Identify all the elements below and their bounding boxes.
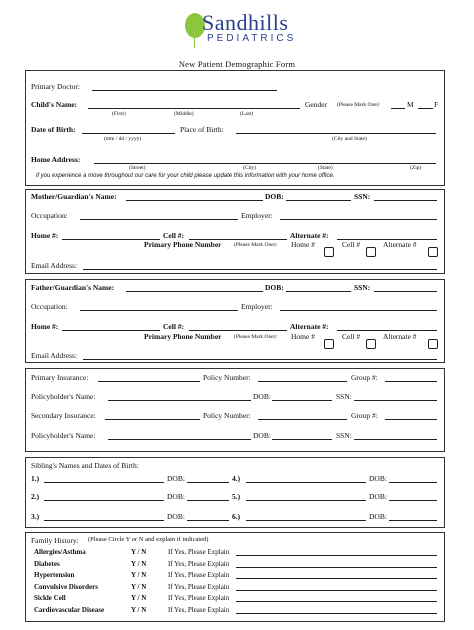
explain-field[interactable] — [236, 578, 437, 579]
condition-label: Allergies/Asthma — [34, 548, 86, 556]
primary-insurance-label: Primary Insurance: — [31, 373, 89, 382]
explain-field[interactable] — [236, 555, 437, 556]
father-home-field[interactable] — [62, 330, 160, 331]
secondary-holder-ssn-field[interactable] — [354, 439, 437, 440]
sibling-2-number: 2.) — [31, 492, 40, 501]
yes-no-choice[interactable]: Y / N — [131, 606, 147, 614]
mother-home-label: Home #: — [31, 231, 59, 240]
sibling-1-dob-label: DOB: — [167, 474, 185, 483]
place-of-birth-label: Place of Birth: — [180, 125, 224, 134]
father-alternate-label: Alternate #: — [290, 322, 329, 331]
gender-f-field[interactable] — [418, 108, 433, 109]
first-caption: (First) — [112, 111, 126, 117]
explain-label: If Yes, Please Explain — [168, 582, 230, 591]
sibling-1-name-field[interactable] — [44, 482, 164, 483]
home-address-field[interactable] — [94, 163, 436, 164]
secondary-insurance-field[interactable] — [105, 419, 200, 420]
father-employer-label: Employer: — [241, 302, 273, 311]
secondary-insurance-label: Secondary Insurance: — [31, 411, 96, 420]
secondary-policyholder-field[interactable] — [108, 439, 251, 440]
family-history-instruction: (Please Circle Y or N and explain if indicated) — [88, 536, 209, 543]
sibling-3-name-field[interactable] — [44, 520, 164, 521]
secondary-group-label: Group #: — [351, 411, 378, 420]
sibling-1-number: 1.) — [31, 474, 40, 483]
move-note: if you experience a move throughout our care for your child please update this information with your home office. — [36, 173, 335, 179]
father-name-field[interactable] — [126, 291, 263, 292]
primary-policy-number-label: Policy Number: — [203, 373, 251, 382]
dob-format-caption: (mm / dd / yyyy) — [104, 136, 142, 142]
home-address-label: Home Address: — [31, 155, 81, 164]
secondary-holder-dob-label: DOB: — [253, 431, 271, 440]
father-opt-alt-label: Alternate # — [383, 332, 417, 341]
secondary-policyholder-label: Policyholder's Name: — [31, 431, 96, 440]
mother-alternate-label: Alternate #: — [290, 231, 329, 240]
explain-label: If Yes, Please Explain — [168, 594, 230, 603]
logo-string — [194, 37, 195, 48]
father-employer-field[interactable] — [280, 310, 437, 311]
explain-field[interactable] — [236, 567, 437, 568]
zip-caption: (Zip) — [410, 165, 422, 171]
father-occupation-label: Occupation: — [31, 302, 68, 311]
mother-mark-one-note: (Please Mark One): — [234, 242, 278, 248]
patient-section — [25, 70, 445, 186]
father-primary-phone-label: Primary Phone Number — [144, 332, 222, 341]
logo-subtitle: PEDIATRICS — [207, 33, 297, 44]
primary-holder-dob-label: DOB: — [253, 392, 271, 401]
sibling-4-number: 4.) — [232, 474, 241, 483]
mother-occupation-label: Occupation: — [31, 211, 68, 220]
gender-m-label: M — [407, 100, 414, 109]
sibling-2-dob-field[interactable] — [187, 500, 229, 501]
secondary-policy-number-label: Policy Number: — [203, 411, 251, 420]
sibling-1-dob-field[interactable] — [187, 482, 229, 483]
sibling-6-dob-label: DOB: — [369, 512, 387, 521]
dob-label: Date of Birth: — [31, 125, 76, 134]
explain-field[interactable] — [236, 590, 437, 591]
gender-label: Gender — [305, 100, 328, 109]
secondary-group-field[interactable] — [385, 419, 437, 420]
explain-label: If Yes, Please Explain — [168, 606, 230, 614]
mother-dob-label: DOB: — [265, 192, 284, 201]
sibling-6-dob-field[interactable] — [389, 520, 437, 521]
logo-name: Sandhills — [202, 10, 289, 35]
explain-field[interactable] — [236, 601, 437, 602]
mother-occupation-field[interactable] — [80, 219, 238, 220]
mother-employer-field[interactable] — [280, 219, 437, 220]
sibling-6-number: 6.) — [232, 512, 241, 521]
secondary-holder-ssn-label: SSN: — [336, 431, 352, 440]
yes-no-choice[interactable]: Y / N — [131, 559, 147, 568]
primary-holder-dob-field[interactable] — [272, 400, 332, 401]
childs-name-label: Child's Name: — [31, 100, 78, 109]
sibling-6-name-field[interactable] — [246, 520, 366, 521]
last-caption: (Last) — [240, 111, 254, 117]
middle-caption: (Middle) — [174, 111, 194, 117]
father-dob-field[interactable] — [286, 291, 351, 292]
mother-dob-field[interactable] — [286, 200, 351, 201]
sibling-2-dob-label: DOB: — [167, 492, 185, 501]
father-email-label: Email Address: — [31, 351, 78, 360]
condition-label: Cardiovascular Disease — [34, 606, 105, 614]
mother-section — [25, 189, 445, 274]
gender-note: (Please Mark One): — [337, 102, 381, 108]
father-cell-checkbox[interactable] — [366, 339, 376, 349]
father-cell-field[interactable] — [189, 330, 287, 331]
sibling-3-number: 3.) — [31, 512, 40, 521]
father-email-field[interactable] — [83, 359, 437, 360]
mother-name-label: Mother/Guardian's Name: — [31, 192, 117, 201]
dob-field[interactable] — [82, 133, 175, 134]
mother-home-checkbox[interactable] — [324, 247, 334, 257]
father-occupation-field[interactable] — [80, 310, 238, 311]
state-caption: (State) — [318, 165, 333, 171]
place-of-birth-field[interactable] — [236, 133, 436, 134]
father-home-checkbox[interactable] — [324, 339, 334, 349]
primary-holder-ssn-field[interactable] — [354, 400, 437, 401]
sibling-4-dob-label: DOB: — [369, 474, 387, 483]
secondary-policy-number-field[interactable] — [258, 419, 347, 420]
mother-name-field[interactable] — [126, 200, 263, 201]
primary-policyholder-field[interactable] — [108, 400, 251, 401]
father-alternate-field[interactable] — [337, 330, 437, 331]
sibling-3-dob-field[interactable] — [187, 520, 229, 521]
sibling-5-dob-field[interactable] — [389, 500, 437, 501]
gender-f-label: F — [434, 100, 439, 109]
yes-no-choice[interactable]: Y / N — [131, 594, 147, 603]
secondary-holder-dob-field[interactable] — [272, 439, 332, 440]
primary-doctor-label: Primary Doctor: — [31, 82, 80, 91]
explain-label: If Yes, Please Explain — [168, 548, 230, 556]
sibling-5-dob-label: DOB: — [369, 492, 387, 501]
condition-label: Sickle Cell — [34, 594, 66, 603]
mother-opt-cell-label: Cell # — [342, 240, 361, 249]
mother-email-label: Email Address: — [31, 261, 78, 270]
mother-alternate-checkbox[interactable] — [428, 247, 438, 257]
primary-holder-ssn-label: SSN: — [336, 392, 352, 401]
yes-no-choice[interactable]: Y / N — [131, 571, 147, 580]
siblings-heading: Sibling's Names and Dates of Birth: — [31, 461, 139, 470]
mother-cell-label: Cell #: — [163, 231, 185, 240]
primary-insurance-field[interactable] — [98, 381, 200, 382]
father-opt-cell-label: Cell # — [342, 332, 361, 341]
primary-group-field[interactable] — [385, 381, 437, 382]
mother-primary-phone-label: Primary Phone Number — [144, 240, 222, 249]
mother-email-field[interactable] — [83, 269, 437, 270]
sibling-5-number: 5.) — [232, 492, 241, 501]
mother-opt-alt-label: Alternate # — [383, 240, 417, 249]
family-history-heading: Family History: — [31, 536, 79, 545]
condition-label: Hypertension — [34, 571, 75, 580]
mother-ssn-label: SSN: — [354, 192, 371, 201]
city-state-caption: (City and State) — [332, 136, 367, 142]
yes-no-choice[interactable]: Y / N — [131, 548, 147, 556]
condition-label: Convulsive Disorders — [34, 582, 98, 591]
mother-opt-home-label: Home # — [291, 240, 315, 249]
street-caption: (Street) — [129, 165, 146, 171]
explain-label: If Yes, Please Explain — [168, 559, 230, 568]
father-mark-one-note: (Please Mark One): — [234, 334, 278, 340]
father-name-label: Father/Guardian's Name: — [31, 283, 115, 292]
yes-no-choice[interactable]: Y / N — [131, 582, 147, 591]
form-title: New Patient Demographic Form — [178, 59, 296, 69]
condition-label: Diabetes — [34, 559, 60, 568]
mother-ssn-field[interactable] — [374, 200, 437, 201]
gender-m-field[interactable] — [391, 108, 405, 109]
sibling-4-name-field[interactable] — [246, 482, 366, 483]
father-home-label: Home #: — [31, 322, 59, 331]
childs-name-field[interactable] — [88, 108, 300, 109]
father-cell-label: Cell #: — [163, 322, 185, 331]
father-ssn-field[interactable] — [374, 291, 437, 292]
primary-policy-number-field[interactable] — [258, 381, 347, 382]
explain-field[interactable] — [236, 613, 437, 614]
city-caption: (City) — [243, 165, 257, 171]
father-alternate-checkbox[interactable] — [428, 339, 438, 349]
explain-label: If Yes, Please Explain — [168, 571, 230, 580]
primary-policyholder-label: Policyholder's Name: — [31, 392, 96, 401]
mother-cell-checkbox[interactable] — [366, 247, 376, 257]
primary-doctor-field[interactable] — [92, 90, 277, 91]
sibling-4-dob-field[interactable] — [389, 482, 437, 483]
sibling-3-dob-label: DOB: — [167, 512, 185, 521]
father-dob-label: DOB: — [265, 283, 284, 292]
primary-group-label: Group #: — [351, 373, 378, 382]
sibling-5-name-field[interactable] — [246, 500, 366, 501]
mother-employer-label: Employer: — [241, 211, 273, 220]
father-opt-home-label: Home # — [291, 332, 315, 341]
father-ssn-label: SSN: — [354, 283, 371, 292]
sibling-2-name-field[interactable] — [44, 500, 164, 501]
